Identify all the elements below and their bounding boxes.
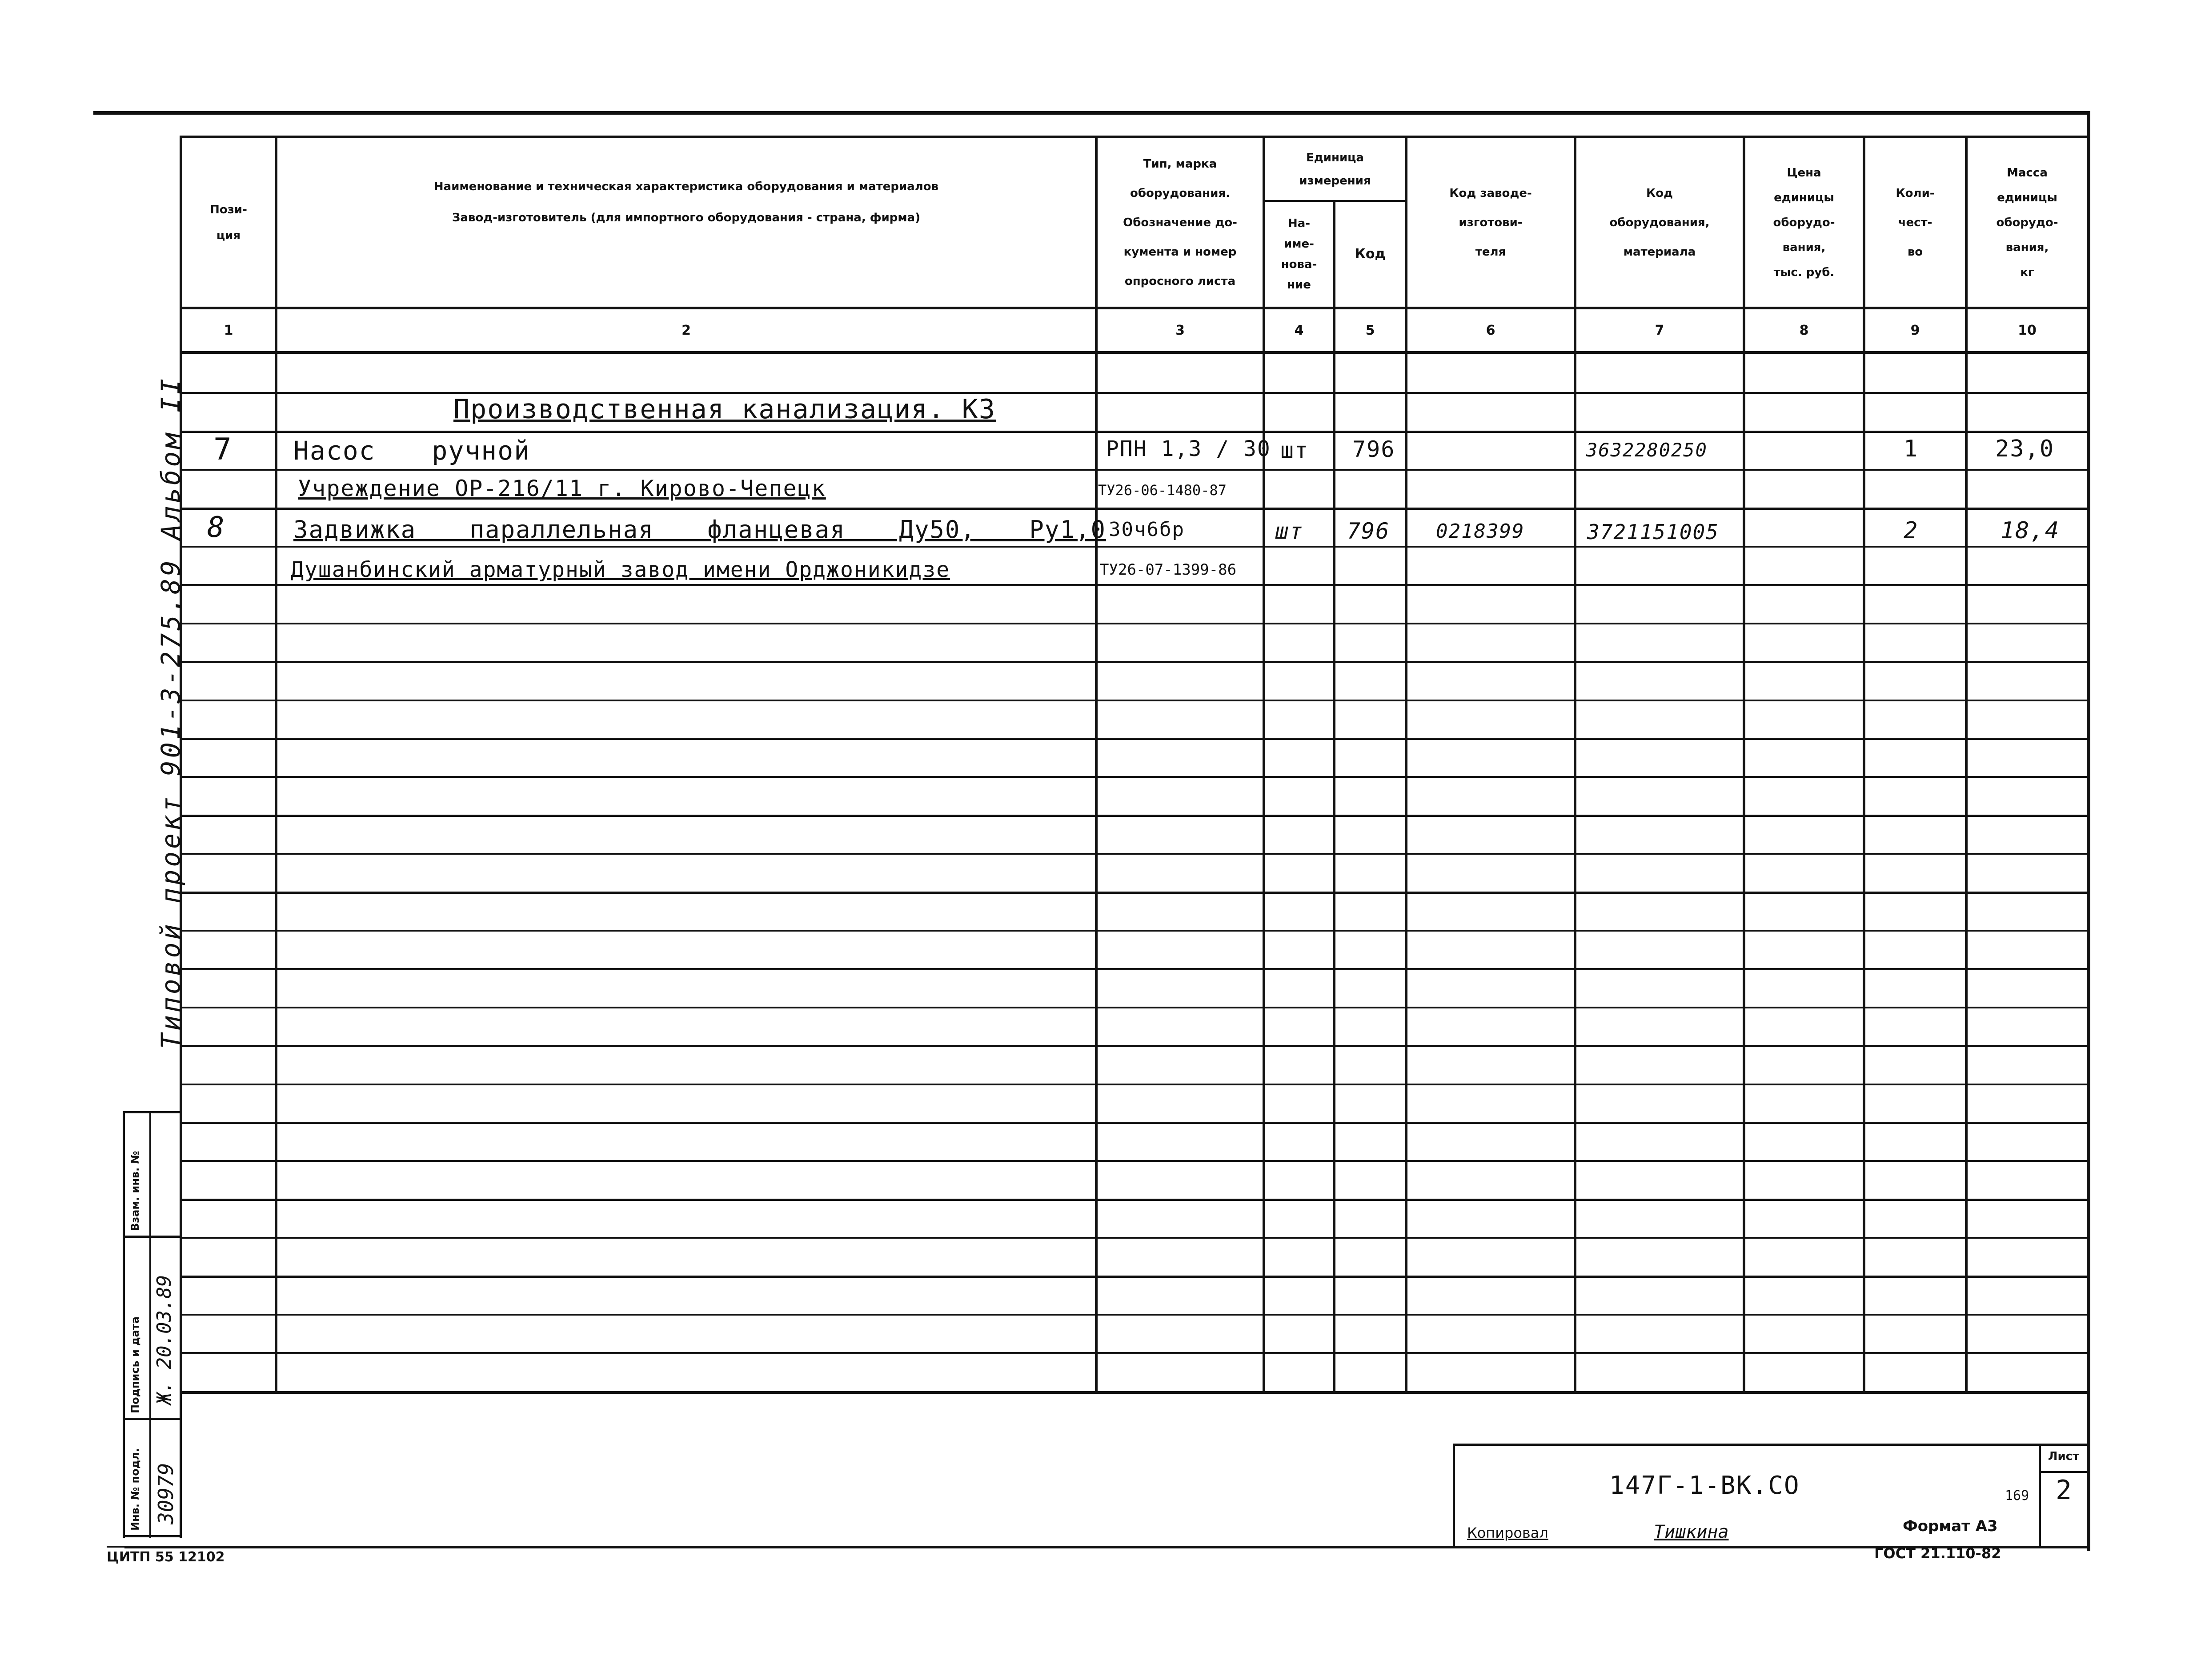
sign-label: Подпись и дата <box>129 1316 141 1413</box>
inv-value: 30979 <box>154 1463 178 1524</box>
table-row-line <box>180 431 2087 433</box>
table-row-line <box>180 1045 2087 1047</box>
sheet-number: 2 <box>2055 1475 2072 1506</box>
table-row-line <box>180 1199 2087 1201</box>
row1-unit: шт <box>1280 437 1309 463</box>
row3-position: 8 <box>207 511 225 544</box>
copier-name: Тишкина <box>1654 1522 1729 1542</box>
col-number-9: 9 <box>1910 322 1920 338</box>
stamp-box-left <box>123 1111 125 1538</box>
row4-name: Душанбинский арматурный завод имени Орджоникидзе <box>291 557 950 582</box>
sign-value: Ж. 20.03.89 <box>153 1275 176 1404</box>
table-row-line <box>180 546 2087 548</box>
row3-type: 30ч6бр <box>1109 518 1185 541</box>
title-block-top <box>1453 1444 2087 1446</box>
cinti-underline <box>107 1546 169 1548</box>
col-number-2: 2 <box>682 322 691 338</box>
table-row-line <box>180 1237 2087 1239</box>
col-number-4: 4 <box>1294 322 1304 338</box>
header-type: Тип, марка оборудования. Обозначение до- кумента и номер опросного листа <box>1123 157 1237 288</box>
row1-mass: 23,0 <box>1995 436 2055 462</box>
table-row-line <box>180 853 2087 855</box>
col-number-8: 8 <box>1799 322 1809 338</box>
table-row-line <box>180 738 2087 740</box>
bottom-border-line <box>124 1546 2090 1548</box>
row3-maker-code: 0218399 <box>1436 520 1525 543</box>
row3-unit: шт <box>1275 518 1304 544</box>
col-number-5: 5 <box>1365 322 1375 338</box>
row3-mass: 18,4 <box>2001 517 2060 544</box>
row2-type: ТУ26-06-1480-87 <box>1098 482 1227 499</box>
document-code: 147Г-1-ВК.СО <box>1609 1471 1800 1500</box>
col-sep-4 <box>1333 200 1335 1391</box>
sheet-label: Лист <box>2048 1450 2080 1463</box>
table-row-line <box>180 1314 2087 1316</box>
header-quantity: Коли- чест- во <box>1896 186 1935 259</box>
table-row-line <box>180 930 2087 932</box>
row1-name: Насос ручной <box>293 436 531 466</box>
table-row-line <box>180 776 2087 778</box>
stamp-box-right <box>180 1111 182 1538</box>
header-position: Пози- ция <box>210 203 247 242</box>
table-row-line <box>180 892 2087 894</box>
sheet-cell-sep <box>2039 1471 2087 1473</box>
header-unit-code: Код <box>1355 246 1386 262</box>
table-row-line <box>180 661 2087 663</box>
title-block-left <box>1453 1444 1455 1548</box>
table-row-line <box>180 815 2087 817</box>
header-name-line2: Завод-изготовитель (для импортного оборудования - страна, фирма) <box>452 211 921 224</box>
table-right-border <box>2087 136 2089 1393</box>
gost-label: ГОСТ 21.110-82 <box>1874 1545 2001 1562</box>
table-row-line <box>180 1276 2087 1278</box>
header-unit-name: На- име- нова- ние <box>1281 217 1317 292</box>
row3-equipment-code: 3721151005 <box>1587 520 1719 544</box>
table-row-line <box>180 1084 2087 1085</box>
table-bottom-border <box>180 1391 2087 1394</box>
col-number-row-bottom <box>180 351 2087 354</box>
section-title: Производственная канализация. К3 <box>453 394 996 425</box>
stamp-box-bottom <box>123 1535 181 1537</box>
row3-unit-code: 796 <box>1347 518 1390 544</box>
top-border-line <box>93 111 2089 115</box>
format-label: Формат А3 <box>1903 1517 1998 1535</box>
col-number-10: 10 <box>2018 322 2037 338</box>
cinti-label: ЦИТП 55 12102 <box>107 1549 225 1565</box>
table-row-line <box>180 1122 2087 1124</box>
row2-name: Учреждение ОР-216/11 г. Кирово-Чепецк <box>298 476 826 501</box>
header-mass: Масса единицы оборудо- вания, кг <box>1996 166 2058 279</box>
small-number: 169 <box>2005 1488 2029 1504</box>
table-row-line <box>180 623 2087 624</box>
vzam-label: Взам. инв. № <box>129 1151 141 1231</box>
col-number-3: 3 <box>1175 322 1185 338</box>
table-row-line <box>180 968 2087 970</box>
row4-type: ТУ26-07-1399-86 <box>1100 561 1237 579</box>
table-row-line <box>180 584 2087 586</box>
table-row-line <box>180 469 2087 471</box>
header-maker-code: Код заводе- изготови- теля <box>1449 186 1532 259</box>
col-number-6: 6 <box>1486 322 1495 338</box>
stamp-box-sep2 <box>123 1418 181 1420</box>
row1-unit-code: 796 <box>1352 436 1395 462</box>
stamp-box-sep1 <box>123 1236 181 1238</box>
row1-quantity: 1 <box>1904 436 1919 462</box>
sheet-cell-left <box>2039 1444 2041 1548</box>
table-row-line <box>180 508 2087 510</box>
row3-name: Задвижка параллельная фланцевая Ду50, Ру1,0 <box>293 516 1106 544</box>
table-row-line <box>180 1007 2087 1008</box>
stamp-box-top <box>123 1111 181 1113</box>
project-annotation: Типовой проект 901-3-275.89 Альбом II <box>156 376 186 1049</box>
copied-label: Копировал <box>1467 1524 1548 1541</box>
col-number-1: 1 <box>224 322 233 338</box>
table-row-line <box>180 700 2087 701</box>
stamp-box-mid <box>149 1111 151 1538</box>
header-unit-group: Единица измерения <box>1299 151 1371 188</box>
row1-type: РПН 1,3 / 30 <box>1106 436 1271 461</box>
row1-position: 7 <box>213 432 233 467</box>
table-row-line <box>180 1352 2087 1354</box>
row3-quantity: 2 <box>1904 517 1919 544</box>
inv-label: Инв. № подл. <box>129 1448 141 1531</box>
header-name-line1: Наименование и техническая характеристика оборудования и материалов <box>433 180 939 193</box>
col-number-7: 7 <box>1655 322 1664 338</box>
row1-equipment-code: 3632280250 <box>1586 439 1708 461</box>
header-price: Цена единицы оборудо- вания, тыс. руб. <box>1773 166 1835 279</box>
table-row-line <box>180 1160 2087 1162</box>
header-equipment-code: Код оборудования, материала <box>1609 186 1710 259</box>
